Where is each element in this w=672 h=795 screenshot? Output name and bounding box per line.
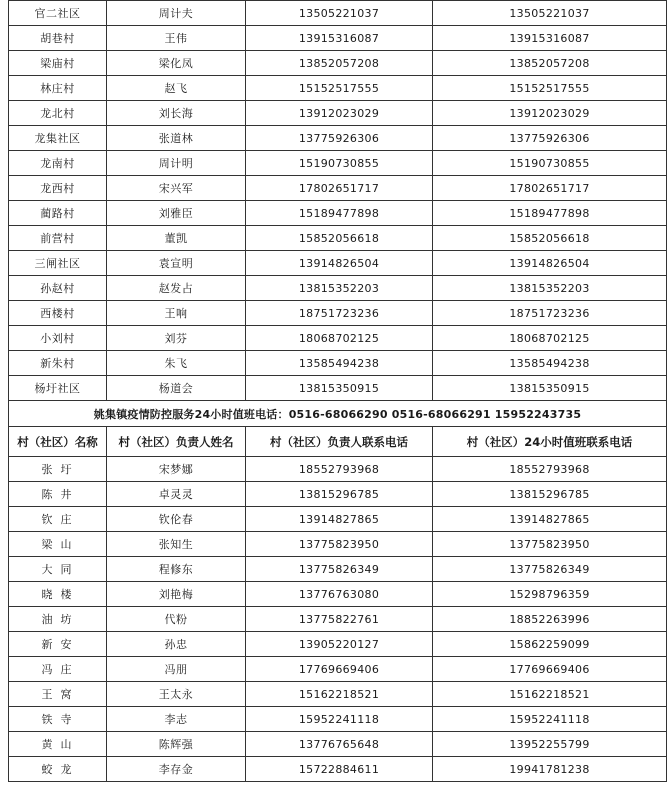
phone-cell: 13914827865 <box>246 507 433 532</box>
duty-phone-cell: 18068702125 <box>433 326 667 351</box>
phone-cell: 18552793968 <box>246 457 433 482</box>
phone-cell: 13505221037 <box>246 1 433 26</box>
duty-phone-cell: 13775926306 <box>433 126 667 151</box>
person-cell: 袁宣明 <box>107 251 246 276</box>
header-body <box>9 427 667 457</box>
table-row <box>9 276 667 301</box>
village-cell: 蛟龙 <box>9 757 107 782</box>
person-cell: 宋梦娜 <box>107 457 246 482</box>
table-row <box>9 1 667 26</box>
phone-cell: 13852057208 <box>246 51 433 76</box>
person-cell: 王伟 <box>107 26 246 51</box>
phone-cell: 13815296785 <box>246 482 433 507</box>
table-row <box>9 76 667 101</box>
duty-phone-cell: 13852057208 <box>433 51 667 76</box>
duty-phone-cell: 15189477898 <box>433 201 667 226</box>
phone-cell: 15722884611 <box>246 757 433 782</box>
table-row <box>9 301 667 326</box>
village-cell: 油坊 <box>9 607 107 632</box>
phone-cell: 13775826349 <box>246 557 433 582</box>
village-cell: 蔺路村 <box>9 201 107 226</box>
person-cell: 刘雅臣 <box>107 201 246 226</box>
table-row <box>9 557 667 582</box>
phone-cell: 15952241118 <box>246 707 433 732</box>
duty-phone-cell: 18852263996 <box>433 607 667 632</box>
table-row <box>9 201 667 226</box>
duty-phone-cell: 15298796359 <box>433 582 667 607</box>
person-cell: 张道林 <box>107 126 246 151</box>
section1-body <box>9 1 667 401</box>
phone-cell: 13776763080 <box>246 582 433 607</box>
phone-cell: 15852056618 <box>246 226 433 251</box>
phone-cell: 18068702125 <box>246 326 433 351</box>
table-row <box>9 657 667 682</box>
duty-phone-cell: 15952241118 <box>433 707 667 732</box>
section2-body <box>9 457 667 782</box>
duty-phone-cell: 19941781238 <box>433 757 667 782</box>
village-cell: 孙赵村 <box>9 276 107 301</box>
header-person: 村（社区）负责人姓名 <box>107 427 246 457</box>
contact-sheet <box>8 0 666 782</box>
person-cell: 李存金 <box>107 757 246 782</box>
phone-cell: 13905220127 <box>246 632 433 657</box>
phone-cell: 17769669406 <box>246 657 433 682</box>
duty-phone-cell: 13815352203 <box>433 276 667 301</box>
duty-phone-cell: 13915316087 <box>433 26 667 51</box>
duty-phone-cell: 13775823950 <box>433 532 667 557</box>
person-cell: 王响 <box>107 301 246 326</box>
village-cell: 龙集社区 <box>9 126 107 151</box>
person-cell: 梁化凤 <box>107 51 246 76</box>
phone-cell: 15189477898 <box>246 201 433 226</box>
table-row <box>9 126 667 151</box>
village-cell: 三闸社区 <box>9 251 107 276</box>
table-row <box>9 151 667 176</box>
village-cell: 冯庄 <box>9 657 107 682</box>
duty-phone-cell: 15862259099 <box>433 632 667 657</box>
header-duty: 村（社区）24小时值班联系电话 <box>433 427 667 457</box>
table-row <box>9 732 667 757</box>
village-cell: 前营村 <box>9 226 107 251</box>
person-cell: 周计夫 <box>107 1 246 26</box>
village-cell: 王窝 <box>9 682 107 707</box>
duty-phone-cell: 18552793968 <box>433 457 667 482</box>
phone-cell: 18751723236 <box>246 301 433 326</box>
phone-cell: 13585494238 <box>246 351 433 376</box>
table-row <box>9 607 667 632</box>
person-cell: 朱飞 <box>107 351 246 376</box>
phone-cell: 15190730855 <box>246 151 433 176</box>
person-cell: 赵发占 <box>107 276 246 301</box>
phone-cell: 13775822761 <box>246 607 433 632</box>
village-cell: 梁庙村 <box>9 51 107 76</box>
village-cell: 新朱村 <box>9 351 107 376</box>
person-cell: 刘芬 <box>107 326 246 351</box>
person-cell: 宋兴军 <box>107 176 246 201</box>
hotline-banner: 姚集镇疫情防控服务24小时值班电话：0516-68066290 0516-68066291 15952243735 <box>9 401 667 427</box>
village-cell: 梁山 <box>9 532 107 557</box>
duty-phone-cell: 13505221037 <box>433 1 667 26</box>
phone-cell: 13914826504 <box>246 251 433 276</box>
duty-phone-cell: 17802651717 <box>433 176 667 201</box>
person-cell: 赵飞 <box>107 76 246 101</box>
village-cell: 钦庄 <box>9 507 107 532</box>
village-cell: 小刘村 <box>9 326 107 351</box>
table-row <box>9 482 667 507</box>
phone-cell: 13775926306 <box>246 126 433 151</box>
table-row <box>9 326 667 351</box>
table-row <box>9 351 667 376</box>
duty-phone-cell: 13775826349 <box>433 557 667 582</box>
table-row <box>9 226 667 251</box>
village-cell: 杨圩社区 <box>9 376 107 401</box>
village-cell: 黄山 <box>9 732 107 757</box>
duty-phone-cell: 15190730855 <box>433 151 667 176</box>
table-row <box>9 682 667 707</box>
village-cell: 张圩 <box>9 457 107 482</box>
person-cell: 卓灵灵 <box>107 482 246 507</box>
header-village: 村（社区）名称 <box>9 427 107 457</box>
phone-cell: 17802651717 <box>246 176 433 201</box>
table-row <box>9 632 667 657</box>
village-cell: 陈井 <box>9 482 107 507</box>
duty-phone-cell: 17769669406 <box>433 657 667 682</box>
phone-cell: 13815352203 <box>246 276 433 301</box>
duty-phone-cell: 15162218521 <box>433 682 667 707</box>
duty-phone-cell: 13815296785 <box>433 482 667 507</box>
phone-cell: 13815350915 <box>246 376 433 401</box>
person-cell: 杨道会 <box>107 376 246 401</box>
village-cell: 龙北村 <box>9 101 107 126</box>
phone-cell: 13776765648 <box>246 732 433 757</box>
duty-phone-cell: 13585494238 <box>433 351 667 376</box>
village-cell: 官二社区 <box>9 1 107 26</box>
hotline-banner-row <box>9 401 667 427</box>
person-cell: 代粉 <box>107 607 246 632</box>
table-row <box>9 101 667 126</box>
duty-phone-cell: 13914826504 <box>433 251 667 276</box>
person-cell: 陈辉强 <box>107 732 246 757</box>
duty-phone-cell: 15152517555 <box>433 76 667 101</box>
duty-phone-cell: 13952255799 <box>433 732 667 757</box>
table-row <box>9 376 667 401</box>
table-row <box>9 757 667 782</box>
table-row <box>9 176 667 201</box>
person-cell: 刘艳梅 <box>107 582 246 607</box>
phone-cell: 13912023029 <box>246 101 433 126</box>
table-row <box>9 582 667 607</box>
table-row <box>9 532 667 557</box>
person-cell: 程修东 <box>107 557 246 582</box>
table-row <box>9 251 667 276</box>
contact-table <box>8 0 667 782</box>
phone-cell: 13915316087 <box>246 26 433 51</box>
table-row <box>9 457 667 482</box>
duty-phone-cell: 18751723236 <box>433 301 667 326</box>
village-cell: 胡巷村 <box>9 26 107 51</box>
village-cell: 龙西村 <box>9 176 107 201</box>
village-cell: 西楼村 <box>9 301 107 326</box>
person-cell: 刘长海 <box>107 101 246 126</box>
header-phone: 村（社区）负责人联系电话 <box>246 427 433 457</box>
person-cell: 冯朋 <box>107 657 246 682</box>
village-cell: 铁寺 <box>9 707 107 732</box>
table-row <box>9 507 667 532</box>
table-row <box>9 707 667 732</box>
table-row <box>9 26 667 51</box>
banner-body <box>9 401 667 427</box>
duty-phone-cell: 15852056618 <box>433 226 667 251</box>
duty-phone-cell: 13914827865 <box>433 507 667 532</box>
phone-cell: 15162218521 <box>246 682 433 707</box>
duty-phone-cell: 13912023029 <box>433 101 667 126</box>
person-cell: 孙忠 <box>107 632 246 657</box>
person-cell: 钦伦春 <box>107 507 246 532</box>
table-row <box>9 51 667 76</box>
person-cell: 周计明 <box>107 151 246 176</box>
phone-cell: 13775823950 <box>246 532 433 557</box>
village-cell: 林庄村 <box>9 76 107 101</box>
duty-phone-cell: 13815350915 <box>433 376 667 401</box>
phone-cell: 15152517555 <box>246 76 433 101</box>
village-cell: 龙南村 <box>9 151 107 176</box>
person-cell: 董凯 <box>107 226 246 251</box>
person-cell: 张知生 <box>107 532 246 557</box>
person-cell: 李志 <box>107 707 246 732</box>
column-header-row <box>9 427 667 457</box>
village-cell: 新安 <box>9 632 107 657</box>
village-cell: 大同 <box>9 557 107 582</box>
village-cell: 晓楼 <box>9 582 107 607</box>
person-cell: 王太永 <box>107 682 246 707</box>
